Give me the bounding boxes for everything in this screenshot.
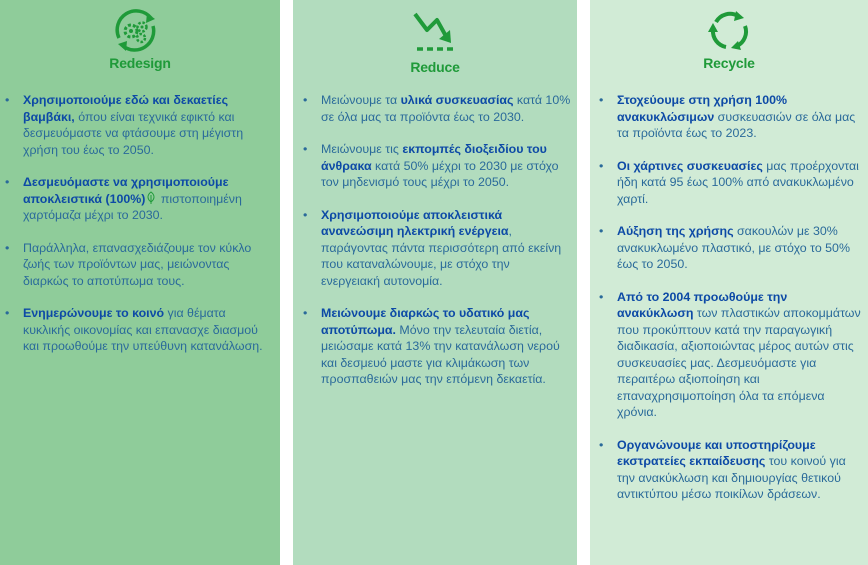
list-item: • Αύξηση της χρήσης σακουλών με 30% ανακυκλωμένο πλαστικό, με στόχο το 50% έως το 2050. xyxy=(594,223,864,273)
list-item: • Μειώνουμε διαρκώς το υδατικό μας αποτύπωμα. Μόνο την τελευταία διετία, μειώσαμε κατά 13% την κατανάλωση νερού και δεσμευό μαστε για κλιμάκωση των προσπαθειών μας την επόμενη δεκαετία. xyxy=(298,305,572,388)
leaf-icon xyxy=(145,191,157,205)
down-arrow-icon xyxy=(409,8,459,54)
list-item: • Χρησιμοποιούμε αποκλειστικά ανανεώσιμη ηλεκτρική ενέργεια, παράγοντας πάντα περισσότερη από εκείνη που καταναλώνουμε, με στόχο την ενεργειακή αυτονομία. xyxy=(298,207,572,290)
list-item: • Ενημερώνουμε το κοινό για θέματα κυκλικής οικονομίας και επανασχε διασμού και προωθούμε την υπεύθυνη κατανάλωση. xyxy=(0,305,268,355)
list-item: • Χρησιμοποιούμε εδώ και δεκαετίες βαμβάκι, όπου είναι τεχνικά εφικτό και δεσμευόμαστε να φτάσουμε στη μέγιστη χρήση του έως το 2050. xyxy=(0,92,268,158)
column-title: Reduce xyxy=(410,59,460,75)
item-list xyxy=(298,92,572,388)
column-title: Redesign xyxy=(109,55,171,71)
list-item: • Παράλληλα, επανασχεδιάζουμε τον κύκλο ζωής των προϊόντων μας, μειώνοντας διαρκώς το αποτύπωμα τους. xyxy=(0,240,268,290)
reduce-column xyxy=(293,0,577,565)
redesign-column xyxy=(0,0,280,565)
column-title: Recycle xyxy=(703,55,755,71)
list-item: • Μειώνουμε τις εκπομπές διοξειδίου του άνθρακα κατά 50% μέχρι το 2030 με στόχο τον μηδενισμό τους μέχρι το 2050. xyxy=(298,141,572,191)
recycle-column xyxy=(590,0,868,565)
list-item: • Στοχεύουμε στη χρήση 100% ανακυκλώσιμων συσκευασιών σε όλα μας τα προϊόντα έως το 2023. xyxy=(594,92,864,142)
item-list xyxy=(0,92,268,355)
recycle-icon xyxy=(704,8,754,54)
list-item: • Οι χάρτινες συσκευασίες μας προέρχονται ήδη κατά 95 έως 100% από ανακυκλωμένο χαρτί. xyxy=(594,158,864,208)
list-item: • Από το 2004 προωθούμε την ανακύκλωση των πλαστικών αποκομμάτων που προκύπτουν κατά την παραγωγική διαδικασία, αξιοποιώντας μέρος αυτών στις συσκευασίες μας. Δεσμευόμαστε για περαιτέρω αξιοποίηση και επαναχρησιμοποίηση όλα τα επόμενα χρόνια. xyxy=(594,289,864,421)
item-list xyxy=(594,92,864,503)
gears-cycle-icon xyxy=(111,8,161,54)
list-item: • Οργανώνουμε και υποστηρίζουμε εκστρατείες εκπαίδευσης του κοινού για την ανακύκλωση και δημιουργίας θετικού αντικτύπου μέσω ποικίλων δράσεων. xyxy=(594,437,864,503)
list-item: • Δεσμευόμαστε να χρησιμοποιούμε αποκλειστικά (100%) πιστοποιημένη χαρτόμαζα μέχρι το 2030. xyxy=(0,174,268,224)
list-item: • Μειώνουμε τα υλικά συσκευασίας κατά 10% σε όλα μας τα προϊόντα έως το 2030. xyxy=(298,92,572,125)
